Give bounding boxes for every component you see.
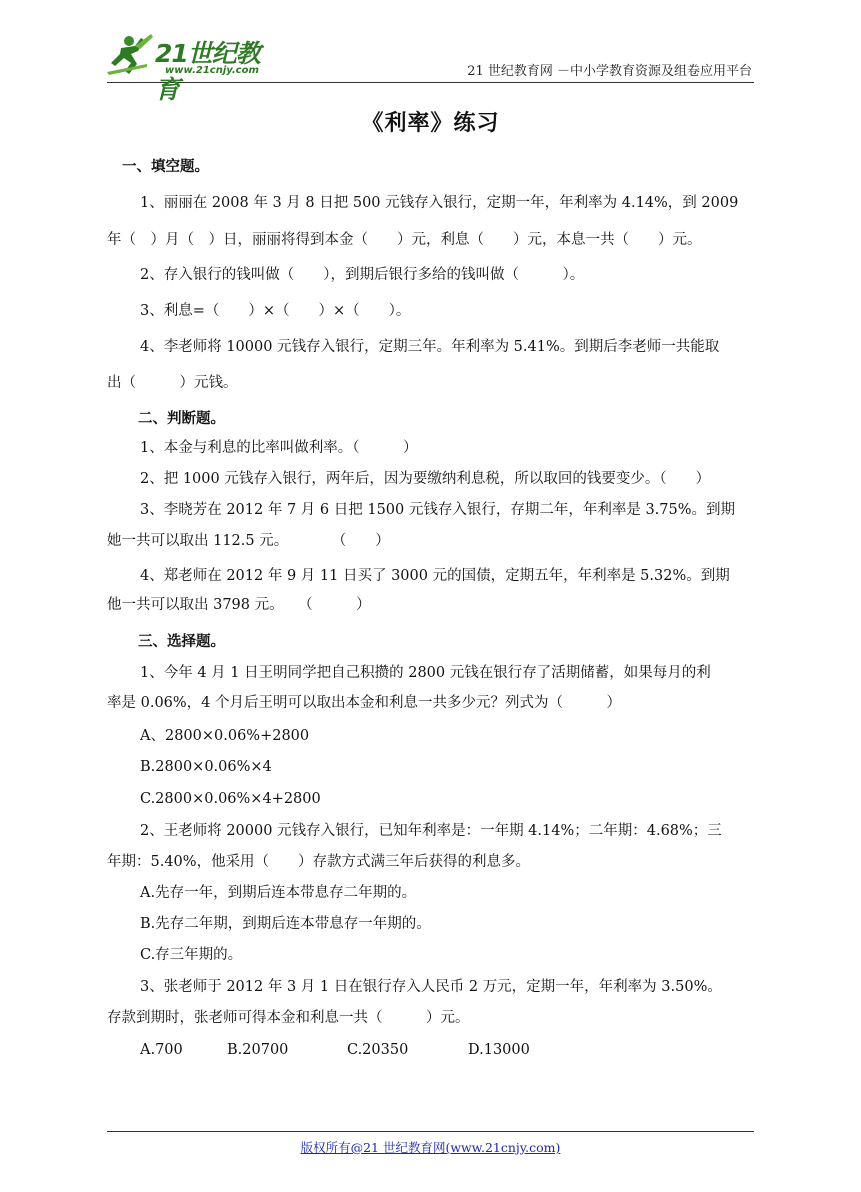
question-text: 1、本金与利息的比率叫做利率。（ ） bbox=[140, 440, 418, 456]
answer-option: C.20350 bbox=[347, 1042, 409, 1058]
question-text: 2、把 1000 元钱存入银行，两年后，因为要缴纳利息税，所以取回的钱要变少。（ ） bbox=[140, 471, 711, 487]
header-site-tagline: 21 世纪教育网 －中小学教育资源及组卷应用平台 bbox=[467, 64, 752, 79]
question-text: 2、王老师将 20000 元钱存入银行，已知年利率是：一年期 4.14%；二年期：4.68%；三 bbox=[140, 823, 722, 839]
answer-option: B.先存二年期，到期后连本带息存一年期的。 bbox=[140, 916, 431, 932]
page-header bbox=[107, 30, 754, 104]
question-text: 存款到期时，张老师可得本金和利息一共（ ）元。 bbox=[107, 1010, 470, 1026]
answer-option: B.2800×0.06%×4 bbox=[140, 759, 272, 775]
footer-divider bbox=[107, 1131, 754, 1132]
answer-option: A.先存一年，到期后连本带息存二年期的。 bbox=[140, 885, 417, 901]
question-text: 3、李晓芳在 2012 年 7 月 6 日把 1500 元钱存入银行，存期二年，年利率是 3.75%。到期 bbox=[140, 502, 736, 518]
question-text: 年（ ）月（ ）日，丽丽将得到本金（ ）元，利息（ ）元，本息一共（ ）元。 bbox=[107, 232, 702, 248]
question-text: 1、今年 4 月 1 日王明同学把自己积攒的 2800 元钱在银行存了活期储蓄，如果每月的利 bbox=[140, 665, 711, 681]
question-text: 年期：5.40%，他采用（ ）存款方式满三年后获得的利息多。 bbox=[107, 854, 531, 870]
answer-option: C.存三年期的。 bbox=[140, 947, 243, 963]
answer-option: C.2800×0.06%×4+2800 bbox=[140, 791, 321, 807]
logo-text: 21世纪教育 bbox=[155, 39, 260, 104]
section-heading-multiple-choice: 三、选择题。 bbox=[138, 633, 225, 650]
question-text: 3、利息=（ ）×（ ）×（ ）。 bbox=[140, 303, 411, 319]
answer-option: A、2800×0.06%+2800 bbox=[140, 728, 310, 744]
section-heading-fill-blank: 一、填空题。 bbox=[122, 158, 209, 175]
question-text: 3、张老师于 2012 年 3 月 1 日在银行存入人民币 2 万元，定期一年，年利率为 3.50%。 bbox=[140, 979, 722, 995]
answer-option: A.700 bbox=[140, 1042, 183, 1058]
question-text: 4、郑老师在 2012 年 9 月 11 日买了 3000 元的国债，定期五年，年利率是 5.32%。到期 bbox=[140, 568, 730, 584]
answer-option: D.13000 bbox=[468, 1042, 530, 1058]
site-logo bbox=[107, 34, 282, 104]
question-text: 他一共可以取出 3798 元。 （ ） bbox=[107, 597, 371, 613]
section-heading-true-false: 二、判断题。 bbox=[138, 410, 225, 427]
question-text: 1、丽丽在 2008 年 3 月 8 日把 500 元钱存入银行，定期一年，年利率为 4.14%，到 2009 bbox=[140, 195, 739, 211]
question-text: 她一共可以取出 112.5 元。 （ ） bbox=[107, 533, 390, 549]
question-text: 2、存入银行的钱叫做（ ），到期后银行多给的钱叫做（ ）。 bbox=[140, 267, 585, 283]
footer-copyright-link[interactable]: 版权所有@21 世纪教育网(www.21cnjy.com) bbox=[300, 1140, 561, 1155]
answer-option: B.20700 bbox=[227, 1042, 289, 1058]
question-text: 出（ ）元钱。 bbox=[107, 375, 238, 391]
question-text: 率是 0.06%，4 个月后王明可以取出本金和利息一共多少元？列式为（ ） bbox=[107, 695, 622, 711]
question-text: 4、李老师将 10000 元钱存入银行，定期三年。年利率为 5.41%。到期后李老师一共能取 bbox=[140, 339, 720, 355]
page-title: 《利率》练习 bbox=[361, 110, 500, 136]
logo-url: www.21cnjy.com bbox=[165, 65, 259, 76]
